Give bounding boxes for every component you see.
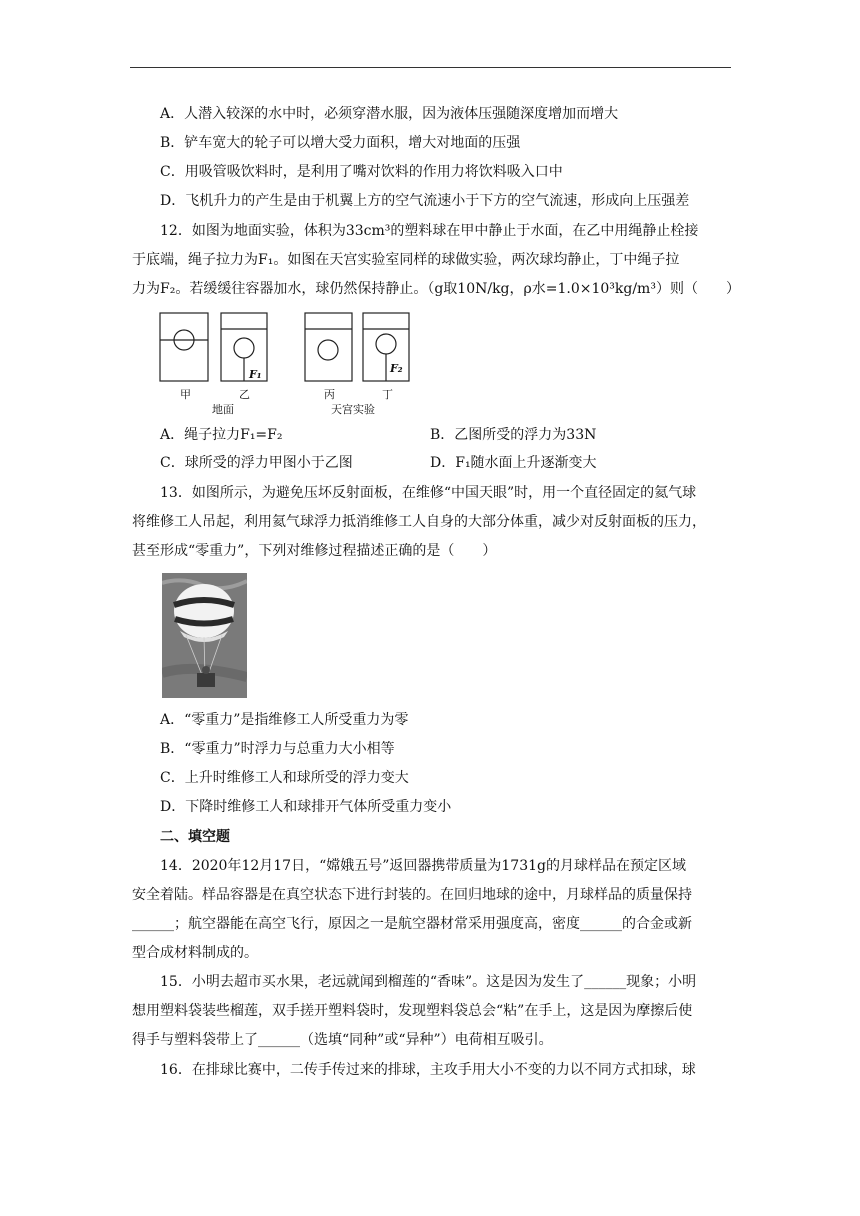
q14-line3: ______；航空器能在高空飞行，原因之一是航空器材常采用强度高，密度______的合金或新 bbox=[132, 916, 692, 932]
q12-option-c: C．球所受的浮力甲图小于乙图 bbox=[160, 455, 353, 471]
label-ding: 丁 bbox=[382, 388, 393, 401]
q12-stem-line1: 12．如图为地面实验，体积为33cm³的塑料球在甲中静止于水面，在乙中用绳静止栓接 bbox=[160, 223, 699, 239]
header-rule bbox=[130, 67, 731, 68]
q14-line4: 型合成材料制成的。 bbox=[132, 945, 258, 961]
container-jia bbox=[160, 313, 208, 381]
label-tiangong: 天宫实验 bbox=[331, 403, 375, 416]
q11-option-c: C．用吸管吸饮料时，是利用了嘴对饮料的作用力将饮料吸入口中 bbox=[160, 164, 563, 180]
container-bing bbox=[305, 313, 352, 381]
q11-option-a: A．人潜入较深的水中时，必须穿潜水服，因为液体压强随深度增加而增大 bbox=[160, 106, 619, 122]
label-bing: 丙 bbox=[324, 388, 335, 401]
q13-stem-line3: 甚至形成“零重力”，下列对维修过程描述正确的是（ ） bbox=[132, 543, 497, 559]
q12-figure bbox=[155, 308, 415, 418]
q16-line1: 16．在排球比赛中，二传手传过来的排球，主攻手用大小不变的力以不同方式扣球，球 bbox=[160, 1062, 696, 1078]
label-yi: 乙 bbox=[239, 388, 250, 401]
ball-bing bbox=[318, 340, 338, 360]
q12-option-d: D．F₁随水面上升逐渐变大 bbox=[430, 455, 597, 471]
label-ground: 地面 bbox=[212, 403, 234, 416]
q12-option-a: A．绳子拉力F₁=F₂ bbox=[160, 427, 283, 443]
q11-option-b: B．铲车宽大的轮子可以增大受力面积，增大对地面的压强 bbox=[160, 135, 521, 151]
force-label-f1: F₁ bbox=[249, 368, 262, 381]
section-title-fill-in: 二、填空题 bbox=[160, 829, 230, 845]
q12-stem-line3: 力为F₂。若缓缓往容器加水，球仍然保持静止。（g取10N/kg，ρ水=1.0×10³kg/m³）则（ ） bbox=[132, 281, 740, 297]
q14-line2: 安全着陆。样品容器是在真空状态下进行封装的。在回归地球的途中，月球样品的质量保持 bbox=[132, 887, 692, 903]
q13-stem-line2: 将维修工人吊起，利用氦气球浮力抵消维修工人自身的大部分体重，减少对反射面板的压力， bbox=[132, 514, 706, 530]
ball-ding bbox=[376, 334, 396, 354]
force-label-f2: F₂ bbox=[390, 362, 403, 375]
q15-line2: 想用塑料袋装些榴莲，双手搓开塑料袋时，发现塑料袋总会“粘”在手上，这是因为摩擦后使 bbox=[132, 1003, 693, 1019]
q13-stem-line1: 13．如图所示，为避免压坏反射面板，在维修“中国天眼”时，用一个直径固定的氦气球 bbox=[160, 485, 697, 501]
helium-balloon-photo bbox=[162, 573, 247, 698]
q15-line3: 得手与塑料袋带上了______（选填“同种”或“异种”）电荷相互吸引。 bbox=[132, 1032, 553, 1048]
q11-option-d: D．飞机升力的产生是由于机翼上方的空气流速小于下方的空气流速，形成向上压强差 bbox=[160, 193, 690, 209]
q13-option-d: D．下降时维修工人和球排开气体所受重力变小 bbox=[160, 799, 452, 815]
ball-yi bbox=[234, 338, 254, 358]
q15-line1: 15．小明去超市买水果，老远就闻到榴莲的“香味”。这是因为发生了______现象；小明 bbox=[160, 974, 697, 990]
q13-option-c: C．上升时维修工人和球所受的浮力变大 bbox=[160, 770, 409, 786]
q13-option-a: A．“零重力”是指维修工人所受重力为零 bbox=[160, 712, 409, 728]
q12-stem-line2: 于底端，绳子拉力为F₁。如图在天宫实验室同样的球做实验，两次球均静止，丁中绳子拉 bbox=[132, 252, 680, 268]
q12-option-b: B．乙图所受的浮力为33N bbox=[430, 427, 597, 443]
q13-option-b: B．“零重力”时浮力与总重力大小相等 bbox=[160, 741, 395, 757]
label-jia: 甲 bbox=[180, 388, 191, 401]
q14-line1: 14．2020年12月17日，“嫦娥五号”返回器携带质量为1731g的月球样品在预定区域 bbox=[160, 858, 686, 874]
